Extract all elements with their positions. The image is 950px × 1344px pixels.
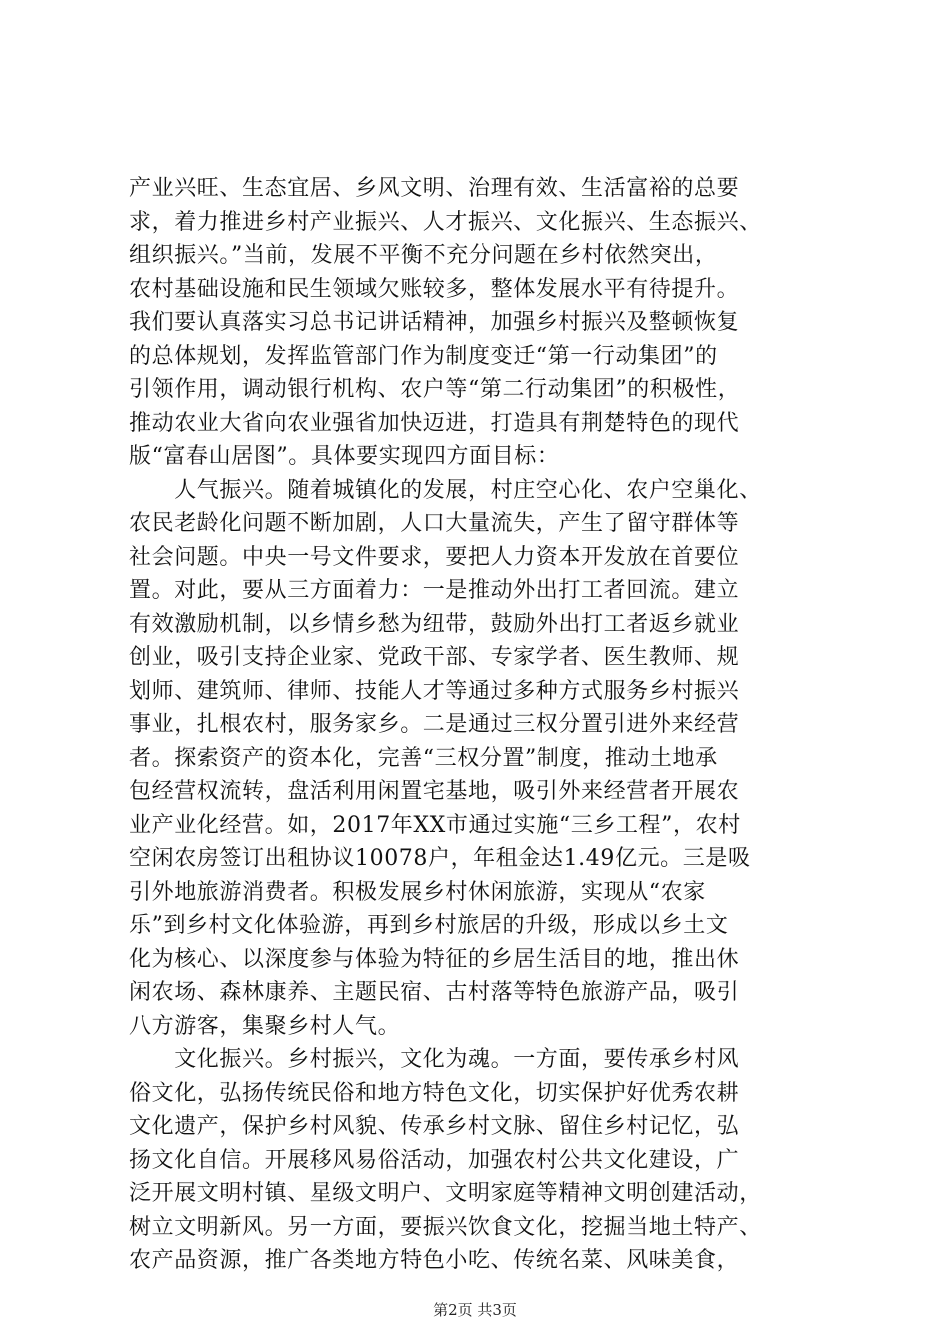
text-line: 闲农场、森林康养、主题民宿、古村落等特色旅游产品，吸引 bbox=[129, 980, 740, 1005]
text-line: 求，着力推进乡村产业振兴、人才振兴、文化振兴、生态振兴、 bbox=[129, 209, 762, 235]
text-line: 组织振兴。”当前，发展不平衡不充分问题在乡村依然突出， bbox=[129, 243, 718, 268]
text-line: 我们要认真落实习总书记讲话精神，加强乡村振兴及整顿恢复 bbox=[129, 310, 740, 335]
text-line: 者。探索资产的资本化，完善“三权分置”制度，推动土地承 bbox=[129, 745, 718, 771]
text-line: 八方游客，集聚乡村人气。 bbox=[129, 1013, 401, 1039]
text-line: 置。对此，要从三方面着力：一是推动外出打工者回流。建立 bbox=[129, 578, 740, 603]
text-line: 推动农业大省向农业强省加快迈进，打造具有荆楚特色的现代 bbox=[129, 410, 740, 436]
paragraph-start-line: 文化振兴。乡村振兴，文化为魂。一方面，要传承乡村风 bbox=[129, 1047, 740, 1072]
page-number: 第2页 共3页 bbox=[433, 1301, 517, 1319]
text-line: 创业，吸引支持企业家、党政干部、专家学者、医生教师、规 bbox=[129, 645, 740, 670]
text-line: 农产品资源，推广各类地方特色小吃、传统名菜、风味美食， bbox=[129, 1248, 740, 1273]
text-line: 产业兴旺、生态宜居、乡风文明、治理有效、生活富裕的总要 bbox=[129, 176, 740, 201]
text-line: 版“富春山居图”。具体要实现四方面目标： bbox=[129, 444, 560, 469]
text-line: 扬文化自信。开展移风易俗活动，加强农村公共文化建设，广 bbox=[129, 1147, 740, 1173]
text-line: 化为核心、以深度参与体验为特征的乡居生活目的地，推出休 bbox=[129, 946, 740, 972]
text-line: 农民老龄化问题不断加剧，人口大量流失，产生了留守群体等 bbox=[129, 511, 740, 536]
document-body bbox=[129, 172, 829, 1278]
paragraph-start-line: 人气振兴。随着城镇化的发展，村庄空心化、农户空巢化、 bbox=[129, 477, 762, 503]
text-line: 事业，扎根农村，服务家乡。二是通过三权分置引进外来经营 bbox=[129, 712, 740, 737]
text-line: 空闲农房签订出租协议10078户，年租金达1.49亿元。三是吸 bbox=[129, 846, 751, 871]
text-line: 社会问题。中央一号文件要求，要把人力资本开发放在首要位 bbox=[129, 544, 740, 570]
text-line: 划师、建筑师、律师、技能人才等通过多种方式服务乡村振兴 bbox=[129, 678, 740, 704]
text-line: 乐”到乡村文化体验游，再到乡村旅居的升级，形成以乡土文 bbox=[129, 913, 729, 938]
text-line: 树立文明新风。另一方面，要振兴饮食文化，挖掘当地土特产、 bbox=[129, 1214, 762, 1240]
text-line: 文化遗产，保护乡村风貌、传承乡村文脉、留住乡村记忆，弘 bbox=[129, 1114, 740, 1139]
text-line: 泛开展文明村镇、星级文明户、文明家庭等精神文明创建活动， bbox=[129, 1181, 762, 1206]
text-line: 有效激励机制，以乡情乡愁为纽带，鼓励外出打工者返乡就业 bbox=[129, 611, 740, 637]
text-line: 引领作用，调动银行机构、农户等“第二行动集团”的积极性， bbox=[129, 377, 741, 402]
text-line: 农村基础设施和民生领域欠账较多，整体发展水平有待提升。 bbox=[129, 276, 740, 302]
page-footer bbox=[0, 1300, 950, 1320]
text-line: 包经营权流转，盘活利用闲置宅基地，吸引外来经营者开展农 bbox=[129, 779, 740, 804]
text-line: 的总体规划，发挥监管部门作为制度变迁“第一行动集团”的 bbox=[129, 343, 718, 369]
text-line: 俗文化，弘扬传统民俗和地方特色文化，切实保护好优秀农耕 bbox=[129, 1080, 740, 1106]
text-line: 业产业化经营。如，2017年XX市通过实施“三乡工程”，农村 bbox=[129, 812, 741, 838]
text-line: 引外地旅游消费者。积极发展乡村休闲旅游，实现从“农家 bbox=[129, 879, 706, 905]
